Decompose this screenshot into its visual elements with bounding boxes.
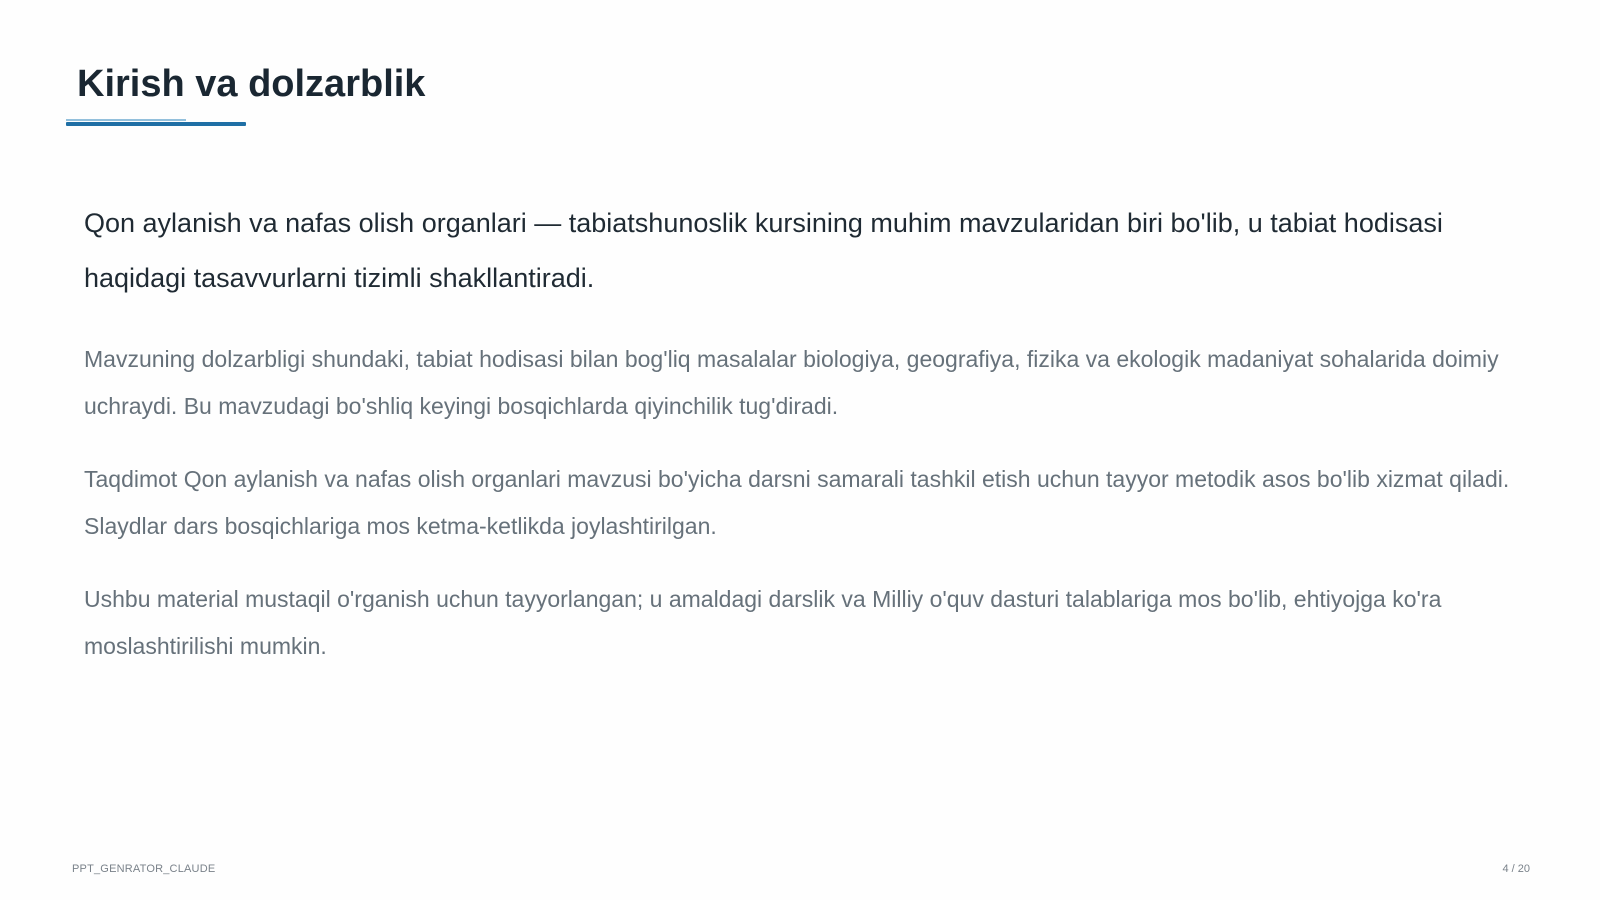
slide-title: Kirish va dolzarblik	[77, 63, 426, 105]
title-accent-line-thin	[66, 119, 186, 121]
body-paragraph-1: Mavzuning dolzarbligi shundaki, tabiat hodisasi bilan bog'liq masalalar biologiya, geografiya, fizika va ekologik madaniyat sohalarida doimiy uchraydi. Bu mavzudagi bo'shliq keyingi bosqichlarda qiyinchilik tug'diradi.	[84, 346, 1499, 419]
page-number: 4 / 20	[1502, 863, 1530, 875]
body-paragraph-3: Ushbu material mustaqil o'rganish uchun tayyorlangan; u amaldagi darslik va Milliy o'quv dasturi talablariga mos bo'lib, ehtiyojga ko'ra moslashtirilishi mumkin.	[84, 586, 1442, 659]
lead-paragraph: Qon aylanish va nafas olish organlari — tabiatshunoslik kursining muhim mavzularidan biri bo'lib, u tabiat hodisasi haqidagi tasavvurlarni tizimli shakllantiradi.	[84, 208, 1443, 293]
title-accent-line	[66, 122, 246, 126]
slide-content	[84, 196, 1524, 696]
body-paragraph-2: Taqdimot Qon aylanish va nafas olish organlari mavzusi bo'yicha darsni samarali tashkil etish uchun tayyor metodik asos bo'lib xizmat qiladi. Slaydlar dars bosqichlariga mos ketma-ketlikda joylashtirilgan.	[84, 466, 1510, 539]
footer-brand: PPT_GENRATOR_CLAUDE	[72, 863, 216, 875]
